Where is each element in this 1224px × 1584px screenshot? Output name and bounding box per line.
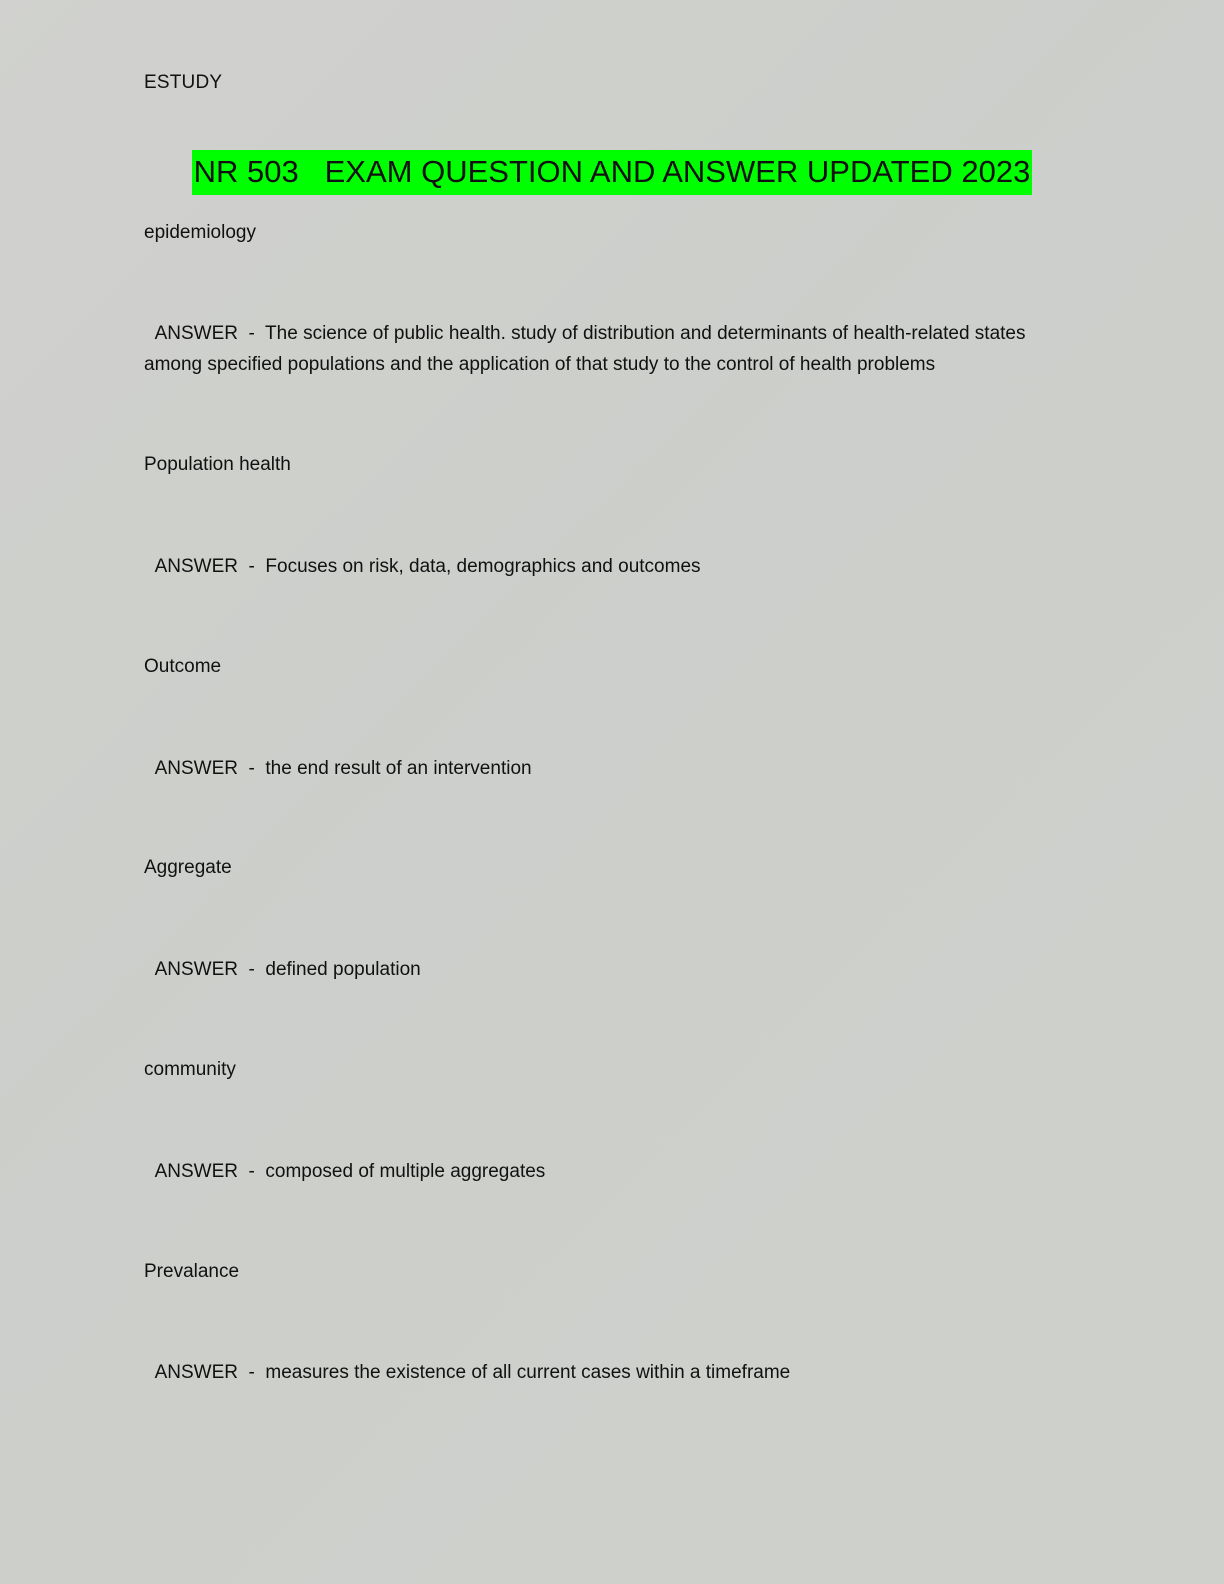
document-header: ESTUDY bbox=[144, 72, 223, 93]
answer-population-health: ANSWER - Focuses on risk, data, demographics and outcomes bbox=[144, 556, 701, 577]
title-container bbox=[0, 150, 1224, 195]
term-community: community bbox=[144, 1059, 236, 1080]
term-aggregate: Aggregate bbox=[144, 857, 232, 878]
answer-prevalance: ANSWER - measures the existence of all current cases within a timeframe bbox=[144, 1362, 791, 1383]
term-outcome: Outcome bbox=[144, 656, 222, 677]
term-epidemiology: epidemiology bbox=[144, 222, 256, 243]
answer-aggregate: ANSWER - defined population bbox=[144, 959, 421, 980]
term-population-health: Population health bbox=[144, 454, 291, 475]
answer-outcome: ANSWER - the end result of an intervention bbox=[144, 758, 532, 779]
answer-epidemiology: ANSWER - The science of public health. study of distribution and determinants of health-related states among specified populations and the application of that study to the control of health problems bbox=[144, 323, 1031, 375]
answer-community: ANSWER - composed of multiple aggregates bbox=[144, 1161, 546, 1182]
document-title: NR 503 EXAM QUESTION AND ANSWER UPDATED 2023 bbox=[192, 150, 1033, 195]
term-prevalance: Prevalance bbox=[144, 1261, 240, 1282]
